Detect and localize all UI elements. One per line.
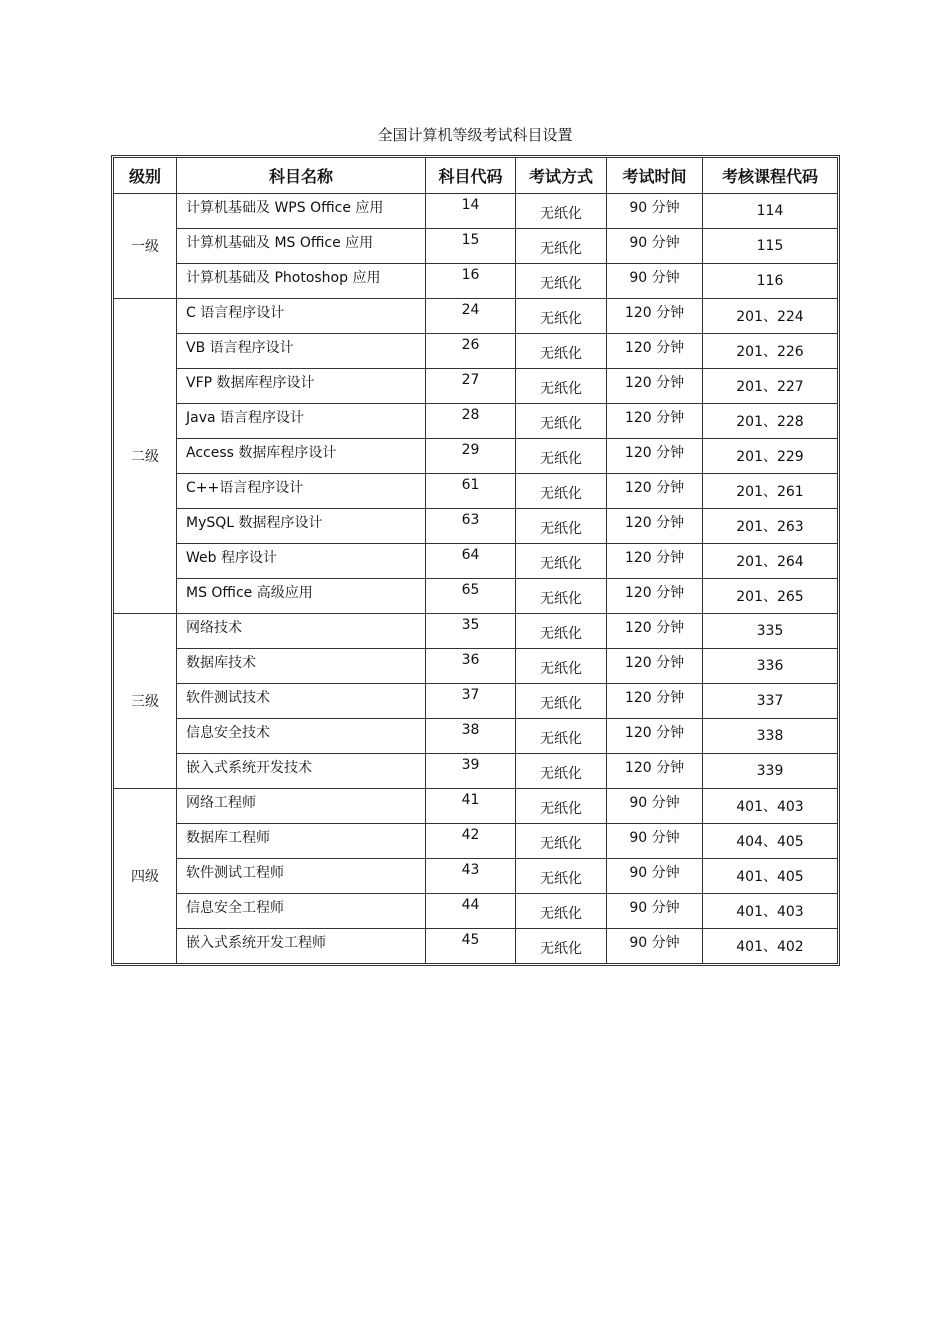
subject-code-cell: 64	[426, 544, 516, 579]
subject-code-cell: 16	[426, 264, 516, 299]
header-row	[114, 158, 838, 194]
subject-name-cell: 计算机基础及 WPS Office 应用	[177, 194, 426, 229]
exam-time-cell: 90 分钟	[607, 194, 703, 229]
exam-mode-cell: 无纸化	[516, 404, 607, 439]
course-code-cell: 401、403	[703, 894, 838, 929]
subject-name-cell: VFP 数据库程序设计	[177, 369, 426, 404]
table-row	[114, 334, 838, 369]
exam-mode-cell: 无纸化	[516, 719, 607, 754]
exam-time-cell: 120 分钟	[607, 334, 703, 369]
subject-code-cell: 14	[426, 194, 516, 229]
exam-mode-cell: 无纸化	[516, 474, 607, 509]
subject-name-cell: 信息安全技术	[177, 719, 426, 754]
subject-code-cell: 63	[426, 509, 516, 544]
subject-code-cell: 37	[426, 684, 516, 719]
table-row	[114, 929, 838, 964]
table-body	[114, 194, 838, 964]
subject-code-cell: 15	[426, 229, 516, 264]
subject-code-cell: 28	[426, 404, 516, 439]
course-code-cell: 116	[703, 264, 838, 299]
subject-name-cell: VB 语言程序设计	[177, 334, 426, 369]
subject-name-cell: 软件测试技术	[177, 684, 426, 719]
header-course-code: 考核课程代码	[703, 158, 838, 194]
exam-time-cell: 120 分钟	[607, 719, 703, 754]
table-row	[114, 579, 838, 614]
exam-mode-cell: 无纸化	[516, 334, 607, 369]
course-code-cell: 201、264	[703, 544, 838, 579]
course-code-cell: 201、228	[703, 404, 838, 439]
subject-name-cell: 嵌入式系统开发工程师	[177, 929, 426, 964]
subject-name-cell: 计算机基础及 MS Office 应用	[177, 229, 426, 264]
table-row	[114, 474, 838, 509]
exam-mode-cell: 无纸化	[516, 579, 607, 614]
header-subject-name: 科目名称	[177, 158, 426, 194]
exam-mode-cell: 无纸化	[516, 754, 607, 789]
exam-mode-cell: 无纸化	[516, 369, 607, 404]
exam-mode-cell: 无纸化	[516, 859, 607, 894]
exam-mode-cell: 无纸化	[516, 824, 607, 859]
subject-name-cell: MS Office 高级应用	[177, 579, 426, 614]
subject-name-cell: 计算机基础及 Photoshop 应用	[177, 264, 426, 299]
subject-name-cell: 网络技术	[177, 614, 426, 649]
exam-mode-cell: 无纸化	[516, 509, 607, 544]
course-code-cell: 335	[703, 614, 838, 649]
table-row	[114, 894, 838, 929]
exam-mode-cell: 无纸化	[516, 684, 607, 719]
table-row	[114, 439, 838, 474]
exam-time-cell: 120 分钟	[607, 579, 703, 614]
header-level: 级别	[114, 158, 177, 194]
level-cell: 三级	[114, 614, 177, 789]
table-row	[114, 719, 838, 754]
subject-name-cell: 信息安全工程师	[177, 894, 426, 929]
exam-time-cell: 90 分钟	[607, 824, 703, 859]
course-code-cell: 404、405	[703, 824, 838, 859]
exam-mode-cell: 无纸化	[516, 544, 607, 579]
subject-code-cell: 45	[426, 929, 516, 964]
course-code-cell: 339	[703, 754, 838, 789]
exam-mode-cell: 无纸化	[516, 229, 607, 264]
subject-name-cell: Web 程序设计	[177, 544, 426, 579]
table-row	[114, 649, 838, 684]
exam-time-cell: 120 分钟	[607, 649, 703, 684]
table-row	[114, 824, 838, 859]
table-row	[114, 229, 838, 264]
header-subject-code: 科目代码	[426, 158, 516, 194]
course-code-cell: 401、402	[703, 929, 838, 964]
table-row	[114, 684, 838, 719]
course-code-cell: 201、226	[703, 334, 838, 369]
subject-code-cell: 61	[426, 474, 516, 509]
subject-code-cell: 36	[426, 649, 516, 684]
course-code-cell: 401、405	[703, 859, 838, 894]
header-exam-time: 考试时间	[607, 158, 703, 194]
subject-code-cell: 24	[426, 299, 516, 334]
course-code-cell: 201、265	[703, 579, 838, 614]
table-row	[114, 859, 838, 894]
exam-time-cell: 90 分钟	[607, 264, 703, 299]
level-cell: 一级	[114, 194, 177, 299]
exam-time-cell: 90 分钟	[607, 229, 703, 264]
subject-code-cell: 35	[426, 614, 516, 649]
exam-mode-cell: 无纸化	[516, 614, 607, 649]
subject-code-cell: 26	[426, 334, 516, 369]
exam-mode-cell: 无纸化	[516, 264, 607, 299]
subject-code-cell: 29	[426, 439, 516, 474]
subject-code-cell: 38	[426, 719, 516, 754]
exam-mode-cell: 无纸化	[516, 439, 607, 474]
subject-code-cell: 27	[426, 369, 516, 404]
course-code-cell: 201、224	[703, 299, 838, 334]
exam-mode-cell: 无纸化	[516, 194, 607, 229]
course-code-cell: 401、403	[703, 789, 838, 824]
table-row	[114, 264, 838, 299]
subject-name-cell: 嵌入式系统开发技术	[177, 754, 426, 789]
subject-name-cell: Access 数据库程序设计	[177, 439, 426, 474]
exam-mode-cell: 无纸化	[516, 929, 607, 964]
subject-code-cell: 43	[426, 859, 516, 894]
exam-time-cell: 90 分钟	[607, 929, 703, 964]
exam-mode-cell: 无纸化	[516, 894, 607, 929]
course-code-cell: 201、227	[703, 369, 838, 404]
subject-name-cell: 软件测试工程师	[177, 859, 426, 894]
table-row	[114, 754, 838, 789]
header-exam-mode: 考试方式	[516, 158, 607, 194]
course-code-cell: 336	[703, 649, 838, 684]
exam-time-cell: 120 分钟	[607, 754, 703, 789]
level-cell: 二级	[114, 299, 177, 614]
course-code-cell: 115	[703, 229, 838, 264]
subject-code-cell: 42	[426, 824, 516, 859]
exam-time-cell: 90 分钟	[607, 789, 703, 824]
course-code-cell: 114	[703, 194, 838, 229]
table-row	[114, 789, 838, 824]
exam-time-cell: 120 分钟	[607, 509, 703, 544]
level-cell: 四级	[114, 789, 177, 964]
course-code-cell: 201、261	[703, 474, 838, 509]
subject-code-cell: 65	[426, 579, 516, 614]
table-row	[114, 369, 838, 404]
exam-time-cell: 120 分钟	[607, 404, 703, 439]
exam-mode-cell: 无纸化	[516, 649, 607, 684]
document-title: 全国计算机等级考试科目设置	[377, 126, 573, 144]
exam-time-cell: 120 分钟	[607, 474, 703, 509]
exam-time-cell: 90 分钟	[607, 859, 703, 894]
exam-mode-cell: 无纸化	[516, 299, 607, 334]
table-row	[114, 614, 838, 649]
exam-subjects-table	[113, 157, 838, 964]
table-row	[114, 299, 838, 334]
subject-code-cell: 44	[426, 894, 516, 929]
table-row	[114, 194, 838, 229]
course-code-cell: 201、229	[703, 439, 838, 474]
subject-name-cell: MySQL 数据程序设计	[177, 509, 426, 544]
subject-code-cell: 39	[426, 754, 516, 789]
exam-time-cell: 120 分钟	[607, 684, 703, 719]
exam-time-cell: 120 分钟	[607, 299, 703, 334]
course-code-cell: 201、263	[703, 509, 838, 544]
table-row	[114, 404, 838, 439]
exam-time-cell: 120 分钟	[607, 369, 703, 404]
course-code-cell: 337	[703, 684, 838, 719]
subject-name-cell: 数据库技术	[177, 649, 426, 684]
subject-name-cell: 网络工程师	[177, 789, 426, 824]
subject-name-cell: 数据库工程师	[177, 824, 426, 859]
subject-code-cell: 41	[426, 789, 516, 824]
exam-mode-cell: 无纸化	[516, 789, 607, 824]
exam-time-cell: 120 分钟	[607, 544, 703, 579]
course-code-cell: 338	[703, 719, 838, 754]
subject-name-cell: Java 语言程序设计	[177, 404, 426, 439]
exam-time-cell: 120 分钟	[607, 614, 703, 649]
exam-time-cell: 120 分钟	[607, 439, 703, 474]
table-row	[114, 509, 838, 544]
subject-name-cell: C 语言程序设计	[177, 299, 426, 334]
subject-name-cell: C++语言程序设计	[177, 474, 426, 509]
exam-time-cell: 90 分钟	[607, 894, 703, 929]
table-row	[114, 544, 838, 579]
